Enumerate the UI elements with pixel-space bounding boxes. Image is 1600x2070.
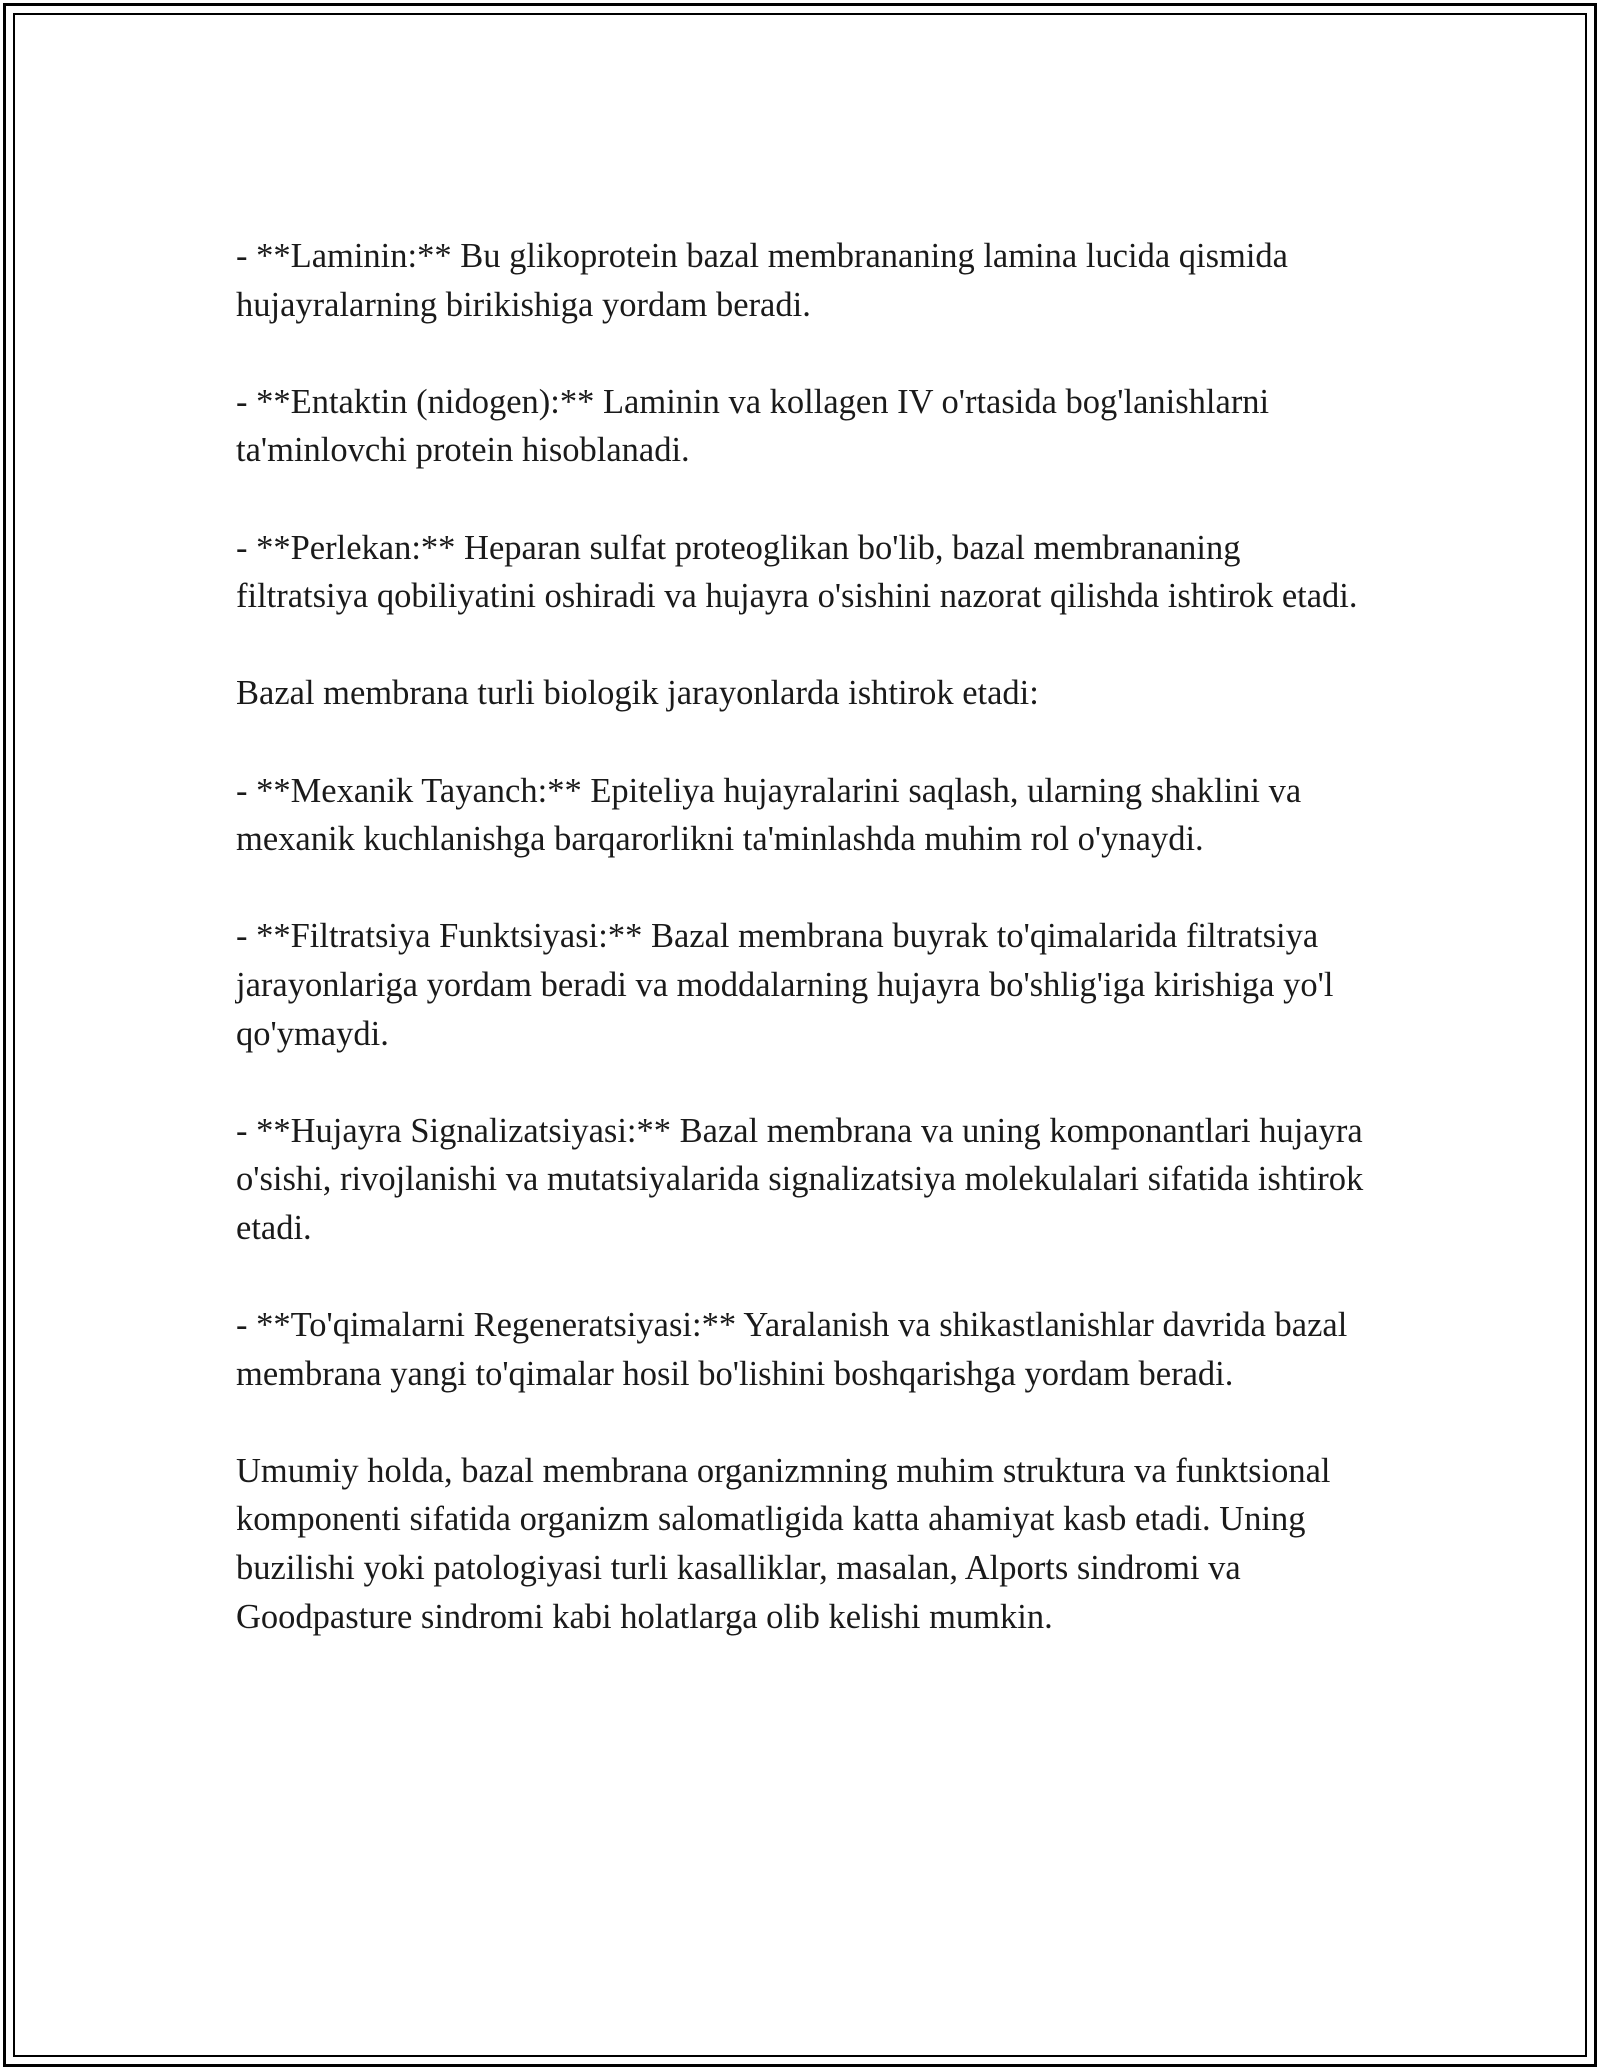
paragraph-entaktin: - **Entaktin (nidogen):** Laminin va kollagen IV o'rtasida bog'lanishlarni ta'minlovchi protein hisoblanadi. — [236, 382, 1270, 470]
paragraph-tissue-regeneration: - **To'qimalarni Regeneratsiyasi:** Yaralanish va shikastlanishlar davrida bazal membrana yangi to'qimalar hosil bo'lishini boshqarishga yordam beradi. — [236, 1306, 1348, 1393]
paragraph-biological-processes-intro: Bazal membrana turli biologik jarayonlarda ishtirok etadi: — [236, 674, 1039, 713]
paragraph-cell-signaling: - **Hujayra Signalizatsiyasi:** Bazal membrana va uning komponantlari hujayra o'sishi, rivojlanishi va mutatsiyalarida signalizatsiya molekulalari sifatida ishtirok etadi. — [236, 1111, 1364, 1247]
paragraph-perlekan: - **Perlekan:** Heparan sulfat proteoglikan bo'lib, bazal membrananing filtratsiya qobiliyatini oshiradi va hujayra o'sishini nazorat qilishda ishtirok etadi. — [236, 528, 1358, 616]
paragraph-filtration-function: - **Filtratsiya Funktsiyasi:** Bazal membrana buyrak to'qimalarida filtratsiya jarayonlariga yordam beradi va moddalarning hujayra bo'shlig'iga kirishiga yo'l qo'ymaydi. — [236, 917, 1334, 1053]
paragraph-mechanical-support: - **Mexanik Tayanch:** Epiteliya hujayralarini saqlash, ularning shaklini va mexanik kuchlanishga barqarorlikni ta'minlashda muhim rol o'ynaydi. — [236, 771, 1302, 859]
document-body — [236, 232, 1376, 1641]
paragraph-laminin: - **Laminin:** Bu glikoprotein bazal membrananing lamina lucida qismida hujayralarning birikishiga yordam beradi. — [236, 237, 1288, 324]
paragraph-conclusion: Umumiy holda, bazal membrana organizmning muhim struktura va funktsional komponenti sifatida organizm salomatligida katta ahamiyat kasb etadi. Uning buzilishi yoki patologiyasi turli kasalliklar, masalan, Alports sindromi va Goodpasture sindromi kabi holatlarga olib kelishi mumkin. — [236, 1451, 1331, 1636]
